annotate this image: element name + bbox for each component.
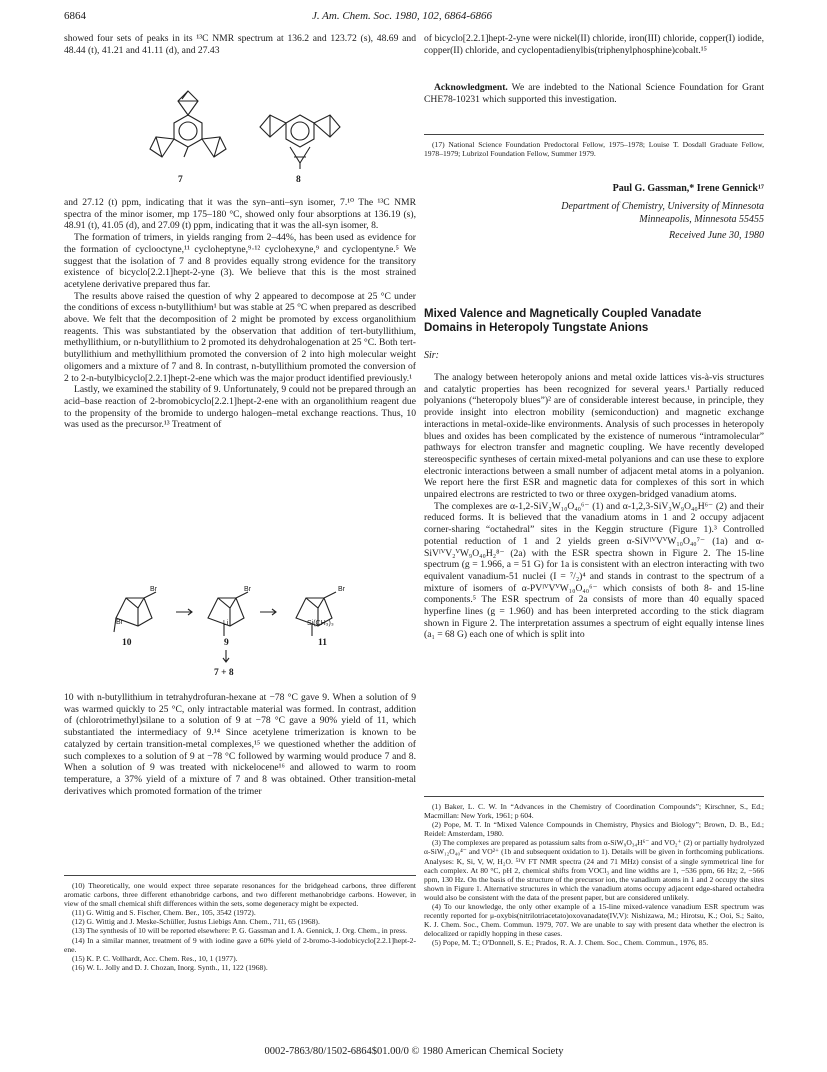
structure-11	[296, 592, 336, 636]
footnote: (17) National Science Foundation Predoctoral Fellow, 1975–1978; Louise T. Dosdall Graduate Fellow, 1978–1979; Lubrizol Foundation Fellow, Summer 1979.	[424, 140, 764, 159]
scheme-li: Li	[223, 620, 229, 627]
right-paragraph-top	[424, 33, 764, 56]
reaction-arrow-1	[176, 609, 192, 615]
structure-7	[150, 91, 226, 157]
structure-9	[208, 592, 248, 636]
affiliation-line-1: Department of Chemistry, University of Minnesota	[561, 201, 764, 212]
footnote-11: (11) G. Wittig and S. Fischer, Chem. Ber., 105, 3542 (1972).	[72, 908, 256, 918]
compound-label-7: 7	[178, 175, 183, 185]
footnote-rule-right-2	[424, 796, 764, 797]
page-number: 6864	[64, 10, 86, 22]
right-footnotes	[424, 802, 764, 948]
paragraph: The formation of trimers, in yields ranging from 2–44%, has been used as evidence for the formation of cyclooctyne,¹¹ cycloheptyne,⁹·¹² cyclohexyne,⁹ and cyclopentyne.⁵ We suggest that the isolation of 7 and 8 provides equally strong evidence for the transitory existence of bicyclo[2.2.1]hept-2-yne (3). We believe that this is the most strained acetylene derivative prepared thus far.	[64, 232, 416, 290]
footnote-14: (14) In a similar manner, treatment of 9 with iodine gave a 60% yield of 2-bromo-3-iodobicyclo[2.2.1]hept-2-ene.	[64, 935, 416, 954]
paragraph: showed four sets of peaks in its ¹³C NMR spectrum at 136.2 and 123.72 (s), 48.69 and 48.44 (t), 41.21 and 41.11 (d), and 27.43	[64, 33, 416, 56]
reaction-scheme	[110, 584, 380, 674]
trimer-structures-figure	[140, 84, 350, 174]
footnote-1: (1) Baker, L. C. W. In “Advances in the Chemistry of Coordination Compounds”; Kirschner, S., Ed.; Macmillan: New York, 1961; p 604.	[424, 802, 764, 821]
footnote-rule	[64, 875, 416, 876]
paragraph: Lastly, we examined the stability of 9. Unfortunately, 9 could not be prepared through an acid–base reaction of 2-bromobicyclo[2.2.1]hept-2-ene with an organolithium reagent due to the propensity of the bromide to undergo halogen–metal exchange reactions. Thus, 10 was used as the precursor.¹³ Treatment of	[64, 384, 416, 431]
running-header	[64, 10, 764, 26]
footnote-16: (16) W. L. Jolly and D. J. Chozan, Inorg. Synth., 11, 122 (1968).	[72, 962, 268, 972]
compound-label-8: 8	[296, 175, 301, 185]
paragraph: of bicyclo[2.2.1]hept-2-yne were nickel(II) chloride, iron(III) chloride, copper(I) iodide, copper(II) chloride, and cyclopentadienylbis(triphenylphosphine)cobalt.¹⁵	[424, 33, 764, 56]
footnote-15: (15) K. P. C. Vollhardt, Acc. Chem. Res., 10, 1 (1977).	[72, 953, 238, 963]
paragraph: The analogy between heteropoly anions and metal oxide lattices vis-à-vis structures and catalytic properties has been recognized for several years.¹ Partially reduced polyanions (“heteropoly blues”)² are of considerable interest because, in principle, they provide insight into electron mobility (semiconduction) and magnetic exchange interactions in metal-oxide-like environments. Analysis of such processes in heteropoly blues and oxides has been complicated by the existence of numerous “intramolecular” pathways for electron transfer and magnetic coupling. We have recently developed stereospecific syntheses of certain mixed-metal polyanions and can use these to explore electronic interactions between a small number of adjacent metal atoms in a polyanion. We report here the first ESR and magnetic data for complexes of this sort in which unpaired electrons are restricted to two or three oxygen-bridged vanadium atoms.	[424, 372, 764, 501]
article-title: Mixed Valence and Magnetically Coupled Vanadate Domains in Heteropoly Tungstate Anions	[424, 308, 702, 334]
footnote-13: (13) The synthesis of 10 will be reported elsewhere: P. G. Gassman and I. A. Gennick, J. Org. Chem., in press.	[72, 926, 408, 936]
footnote-4: (4) To our knowledge, the only other example of a 15-line mixed-valence vanadium ESR spectrum was recently reported for μ-oxybis(nitrilotriacetato)oxovanadate(IV,V): Nishizawa, M.; Hirotsu, K.; Ooi, S.; Saito, K. J. Chem. Soc., Chem. Commun. 1979, 707. We are unable to say with present data whether the electron is delocalized or rapidly hopping in these cases.	[424, 902, 764, 939]
compound-label-9: 9	[224, 638, 229, 648]
scheme-br-1: Br	[150, 586, 157, 593]
footnote-12: (12) G. Wittig and J. Meske-Schüller, Justus Liebigs Ann. Chem., 711, 65 (1968).	[72, 917, 320, 927]
reaction-arrow-down	[223, 650, 229, 662]
paragraph: 10 with n-butyllithium in tetrahydrofuran-hexane at −78 °C gave 9. When a solution of 9 was warmed quickly to 25 °C, only intractable material was formed. In contrast, addition of (chlorotrimethyl)silane to a solution of 9 at −78 °C gave a 90% yield of 11, which substantiated the intermediacy of 9.¹⁴ Since acetylene trimerization is known to be catalyzed by certain transition-metal complexes,¹⁵ we questioned whether the addition of such complexes to a solution of 9 at −78 °C followed by warming would produce 7 and 8. When a solution of 9 was treated with nickelocene¹⁶ and allowed to warm to room temperature, a 37% yield of a mixture of 7 and 8 was obtained. Other transition-metal derivatives which promoted formation of the trimer	[64, 692, 416, 797]
scheme-br-4: Br	[338, 586, 345, 593]
left-footnotes	[64, 881, 416, 972]
compound-label-7-8: 7 + 8	[214, 668, 234, 678]
ack-text: We are indebted to the National Science Foundation for Grant CHE78-10231 which supported this investigation.	[424, 82, 764, 105]
footnote-10: (10) Theoretically, one would expect three separate resonances for the bridgehead carbons, three different aromatic carbons, three different ethanobridge carbons, and two different methanobridge carbons. However, in view of the small chemical shift differences within the sets, some degeneracy might be expected.	[64, 881, 416, 909]
salutation: Sir:	[424, 350, 439, 361]
right-body-text	[424, 372, 764, 641]
structure-10	[114, 592, 156, 632]
acknowledgment	[424, 82, 764, 105]
affiliation-line-2: Minneapolis, Minnesota 55455	[639, 214, 764, 225]
paragraph: The results above raised the question of why 2 appeared to decompose at 25 °C under the conditions of excess n-butyllithium¹ but was stable at 25 °C when prepared as described above. We felt that the decomposition of 2 might be promoted by excess organolithium reagents. This was substantiated by the observation that addition of tert-butyllithium, methyllithium, or n-butyllithium to 2 promoted its dehydrohalogenation at 25 °C. Both tert-butyllithium and methyllithium promoted the conversion of 2 into high molecular weight oligomers and a mixture of 7 and 8. In contrast, n-butyllithium promoted the conversion of 2 to 2-n-butylbicyclo[2.2.1]hept-2-ene which was the major product identified previously.¹	[64, 290, 417, 384]
page-footer: 0002-7863/80/1502-6864$01.00/0 © 1980 American Chemical Society	[264, 1046, 564, 1057]
left-body-text	[64, 197, 416, 431]
journal-citation: J. Am. Chem. Soc. 1980, 102, 6864-6866	[312, 10, 493, 22]
authors: Paul G. Gassman,* Irene Gennick¹⁷	[612, 183, 764, 194]
paragraph: The complexes are α-1,2-SiV₂W₁₀O₄₀⁶⁻ (1) and α-1,2,3-SiV₃W₉O₄₀H⁶⁻ (2) and their reduced forms. It is believed that the vanadium atoms in 1 and 2 occupy adjacent corner-sharing “octahedral” sites in the Keggin structure (Figure 1).³ Controlled potential reduction of 1 and 2 yields green α-SiVᴵⱽVⱽW₁₀O₄₀⁷⁻ (1a) and α-SiVᴵⱽV₂ⱽW₉O₄₀H₂⁸⁻ (2a) with the ESR spectra shown in Figure 2. The 15-line spectrum (g = 1.966, a = 51 G) for 1a is consistent with an electron interacting with two equivalent vanadium-51 nuclei (I = ⁷/₂)⁴ and stands in contrast to the spectrum of a mixture of isomers of α-PVᴵⱽVⱽW₁₀O₄₀⁶⁻ which consists of both 8- and 15-line components.⁵ The ESR spectrum of 2a consists of more than 40 equally spaced hyperfine lines (g = 1.960) and has been interpreted according to the stick diagram shown in Figure 2. The interpretation assumes a spectrum of eight equally intense lines (a₁ = 68 G) each one of which is split into	[424, 500, 764, 641]
left-body-text-2	[64, 692, 416, 797]
compound-label-10: 10	[122, 638, 132, 648]
left-paragraph-top	[64, 33, 416, 56]
compound-label-11: 11	[318, 638, 327, 648]
paragraph: and 27.12 (t) ppm, indicating that it was the syn–anti–syn isomer, 7.¹⁰ The ¹³C NMR spectra of the minor isomer, mp 175–180 °C, showed only four absorptions at 136.19 (s), 48.91 (t), 41.05 (d), and 27.09 (t) ppm, indicating that it was the all-syn isomer, 8.	[64, 197, 416, 232]
received-date: Received June 30, 1980	[669, 230, 764, 241]
ack-label: Acknowledgment.	[434, 82, 508, 93]
footnote-2: (2) Pope, M. T. In “Mixed Valence Compounds in Chemistry, Physics and Biology”; Brown, D. B., Ed.; Reidel: Amsterdam, 1980.	[424, 820, 764, 839]
scheme-sime3: Si(CH₃)₃	[307, 620, 334, 627]
footnote-17	[424, 140, 764, 158]
scheme-br-2: Br	[116, 619, 123, 626]
scheme-br-3: Br	[244, 586, 251, 593]
reaction-arrow-2	[260, 609, 276, 615]
footnote-5: (5) Pope, M. T.; O'Donnell, S. E.; Prados, R. A. J. Chem. Soc., Chem. Commun., 1976, 85.	[432, 938, 709, 948]
footnote-rule-right	[424, 134, 764, 135]
footnote-3: (3) The complexes are prepared as potassium salts from α-SiW₉O₃₄H⁶⁻ and VO₂⁺ (2) or partially hydrolyzed α-SiW₁₂O₄₀⁴⁻ and VO²⁺ (1b and subsequent oxidation to 1). Details will be given in forthcoming publications. Analyses: K, Si, V, W, H₂O. ⁵¹V FT NMR spectra (24 and 71 MHz) consist of a single symmetrical line for each complex. At 80 °C, pH 2, chemical shifts from VOCl₃ and line widths are 1, −536 ppm, 66 Hz; 2, −566 ppm, 130 Hz. On the basis of the structure of the precursor ion, the vanadium atoms in 1 and 2 occupy the sites shown in Figure 1. Alternative structures in which the vanadium atoms occupy adjacent edge-shared octahedra would also be consistent with the data of the present paper, but are considered unlikely.	[424, 838, 764, 902]
structure-8	[260, 115, 340, 169]
